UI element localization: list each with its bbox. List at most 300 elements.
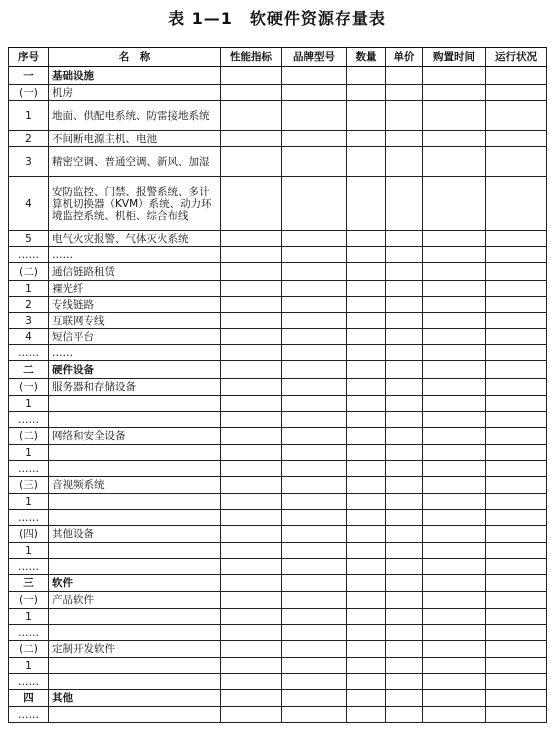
empty-cell xyxy=(486,592,547,609)
empty-cell xyxy=(347,361,386,379)
table-row xyxy=(9,510,547,526)
name-cell xyxy=(49,396,221,412)
empty-cell xyxy=(486,379,547,396)
empty-cell xyxy=(486,641,547,658)
table-body xyxy=(9,67,547,723)
empty-cell xyxy=(347,396,386,412)
empty-cell xyxy=(347,247,386,263)
header-quantity: 数量 xyxy=(347,48,386,67)
empty-cell xyxy=(221,313,282,329)
serial-cell: …… xyxy=(9,674,49,690)
header-row xyxy=(9,48,547,67)
empty-cell xyxy=(221,641,282,658)
empty-cell xyxy=(221,674,282,690)
table-row xyxy=(9,147,547,177)
table-row xyxy=(9,67,547,85)
empty-cell xyxy=(423,592,486,609)
empty-cell xyxy=(282,345,347,361)
empty-cell xyxy=(347,428,386,445)
name-cell xyxy=(49,445,221,461)
table-row xyxy=(9,297,547,313)
name-cell xyxy=(49,412,221,428)
name-cell: 安防监控、门禁、报警系统、多计算机切换器（KVM）系统、动力环境监控系统、机柜、综合布线 xyxy=(49,177,221,231)
serial-cell: 1 xyxy=(9,543,49,559)
table-row xyxy=(9,177,547,231)
empty-cell xyxy=(386,263,423,281)
empty-cell xyxy=(282,609,347,625)
empty-cell xyxy=(221,231,282,247)
name-cell: 定制开发软件 xyxy=(49,641,221,658)
empty-cell xyxy=(386,379,423,396)
serial-cell: 1 xyxy=(9,658,49,674)
empty-cell xyxy=(386,361,423,379)
name-cell: 地面、供配电系统、防雷接地系统 xyxy=(49,101,221,131)
name-cell: 通信链路租赁 xyxy=(49,263,221,281)
empty-cell xyxy=(221,101,282,131)
table-row xyxy=(9,707,547,723)
table-row xyxy=(9,625,547,641)
name-cell: 产品软件 xyxy=(49,592,221,609)
empty-cell xyxy=(423,609,486,625)
empty-cell xyxy=(347,461,386,477)
table-row xyxy=(9,379,547,396)
empty-cell xyxy=(486,177,547,231)
empty-cell xyxy=(423,707,486,723)
table-row xyxy=(9,690,547,707)
empty-cell xyxy=(486,345,547,361)
empty-cell xyxy=(282,494,347,510)
empty-cell xyxy=(347,445,386,461)
empty-cell xyxy=(347,477,386,494)
empty-cell xyxy=(221,361,282,379)
empty-cell xyxy=(221,329,282,345)
empty-cell xyxy=(221,247,282,263)
empty-cell xyxy=(423,297,486,313)
empty-cell xyxy=(423,625,486,641)
empty-cell xyxy=(282,379,347,396)
table-title: 表 1—1 软硬件资源存量表 xyxy=(168,9,386,28)
empty-cell xyxy=(347,625,386,641)
empty-cell xyxy=(386,625,423,641)
empty-cell xyxy=(486,131,547,147)
serial-cell: 4 xyxy=(9,177,49,231)
empty-cell xyxy=(423,543,486,559)
empty-cell xyxy=(282,543,347,559)
empty-cell xyxy=(221,428,282,445)
empty-cell xyxy=(221,707,282,723)
empty-cell xyxy=(282,297,347,313)
empty-cell xyxy=(486,329,547,345)
empty-cell xyxy=(347,263,386,281)
empty-cell xyxy=(423,690,486,707)
name-cell xyxy=(49,494,221,510)
serial-cell: …… xyxy=(9,625,49,641)
empty-cell xyxy=(486,313,547,329)
empty-cell xyxy=(282,477,347,494)
empty-cell xyxy=(282,412,347,428)
empty-cell xyxy=(221,510,282,526)
name-cell: 电气火灾报警、气体灭火系统 xyxy=(49,231,221,247)
name-cell: 服务器和存储设备 xyxy=(49,379,221,396)
empty-cell xyxy=(347,559,386,575)
empty-cell xyxy=(282,559,347,575)
empty-cell xyxy=(423,445,486,461)
empty-cell xyxy=(347,329,386,345)
table-row xyxy=(9,329,547,345)
serial-cell: 1 xyxy=(9,609,49,625)
name-cell xyxy=(49,559,221,575)
empty-cell xyxy=(486,281,547,297)
empty-cell xyxy=(347,147,386,177)
empty-cell xyxy=(347,707,386,723)
empty-cell xyxy=(486,494,547,510)
header-serial: 序号 xyxy=(9,48,49,67)
serial-cell: 二 xyxy=(9,361,49,379)
empty-cell xyxy=(221,281,282,297)
empty-cell xyxy=(282,625,347,641)
serial-cell: 一 xyxy=(9,67,49,85)
empty-cell xyxy=(386,690,423,707)
empty-cell xyxy=(347,131,386,147)
serial-cell: 3 xyxy=(9,147,49,177)
table-row xyxy=(9,131,547,147)
empty-cell xyxy=(486,674,547,690)
empty-cell xyxy=(282,131,347,147)
name-cell xyxy=(49,625,221,641)
name-cell: 软件 xyxy=(49,575,221,592)
empty-cell xyxy=(486,101,547,131)
empty-cell xyxy=(423,477,486,494)
serial-cell: 2 xyxy=(9,297,49,313)
empty-cell xyxy=(386,461,423,477)
empty-cell xyxy=(282,510,347,526)
empty-cell xyxy=(423,361,486,379)
table-row xyxy=(9,575,547,592)
empty-cell xyxy=(386,445,423,461)
serial-cell: 5 xyxy=(9,231,49,247)
empty-cell xyxy=(386,674,423,690)
empty-cell xyxy=(386,609,423,625)
empty-cell xyxy=(486,510,547,526)
name-cell: …… xyxy=(49,247,221,263)
name-cell xyxy=(49,707,221,723)
empty-cell xyxy=(423,131,486,147)
empty-cell xyxy=(486,658,547,674)
empty-cell xyxy=(386,575,423,592)
empty-cell xyxy=(386,313,423,329)
empty-cell xyxy=(423,177,486,231)
name-cell: 互联网专线 xyxy=(49,313,221,329)
empty-cell xyxy=(386,658,423,674)
empty-cell xyxy=(423,510,486,526)
empty-cell xyxy=(486,707,547,723)
empty-cell xyxy=(386,101,423,131)
table-row xyxy=(9,592,547,609)
serial-cell: …… xyxy=(9,412,49,428)
header-performance: 性能指标 xyxy=(221,48,282,67)
empty-cell xyxy=(386,477,423,494)
name-cell: 其他 xyxy=(49,690,221,707)
empty-cell xyxy=(423,575,486,592)
empty-cell xyxy=(486,231,547,247)
name-cell: 机房 xyxy=(49,85,221,101)
table-row xyxy=(9,412,547,428)
empty-cell xyxy=(386,67,423,85)
empty-cell xyxy=(221,412,282,428)
empty-cell xyxy=(221,147,282,177)
serial-cell: (一) xyxy=(9,592,49,609)
empty-cell xyxy=(347,281,386,297)
empty-cell xyxy=(282,147,347,177)
empty-cell xyxy=(386,592,423,609)
empty-cell xyxy=(282,101,347,131)
empty-cell xyxy=(423,412,486,428)
empty-cell xyxy=(347,231,386,247)
empty-cell xyxy=(386,396,423,412)
empty-cell xyxy=(486,445,547,461)
empty-cell xyxy=(386,147,423,177)
header-unit-price: 单价 xyxy=(386,48,423,67)
empty-cell xyxy=(221,477,282,494)
table-row xyxy=(9,345,547,361)
empty-cell xyxy=(221,625,282,641)
empty-cell xyxy=(221,379,282,396)
empty-cell xyxy=(282,313,347,329)
empty-cell xyxy=(423,494,486,510)
serial-cell: 1 xyxy=(9,101,49,131)
empty-cell xyxy=(282,526,347,543)
serial-cell: …… xyxy=(9,707,49,723)
empty-cell xyxy=(347,526,386,543)
empty-cell xyxy=(486,247,547,263)
empty-cell xyxy=(423,658,486,674)
empty-cell xyxy=(221,559,282,575)
empty-cell xyxy=(386,526,423,543)
header-name: 名 称 xyxy=(49,48,221,67)
table-row xyxy=(9,361,547,379)
empty-cell xyxy=(386,281,423,297)
empty-cell xyxy=(386,329,423,345)
empty-cell xyxy=(486,690,547,707)
name-cell: …… xyxy=(49,345,221,361)
empty-cell xyxy=(282,67,347,85)
empty-cell xyxy=(423,231,486,247)
empty-cell xyxy=(347,297,386,313)
empty-cell xyxy=(386,85,423,101)
table-row xyxy=(9,559,547,575)
serial-cell: (二) xyxy=(9,641,49,658)
empty-cell xyxy=(423,641,486,658)
resource-inventory-table xyxy=(8,47,547,723)
table-row xyxy=(9,477,547,494)
empty-cell xyxy=(347,575,386,592)
serial-cell: …… xyxy=(9,510,49,526)
empty-cell xyxy=(347,592,386,609)
serial-cell: 1 xyxy=(9,396,49,412)
serial-cell: 三 xyxy=(9,575,49,592)
table-row xyxy=(9,641,547,658)
name-cell xyxy=(49,510,221,526)
serial-cell: (一) xyxy=(9,379,49,396)
name-cell: 短信平台 xyxy=(49,329,221,345)
empty-cell xyxy=(221,67,282,85)
name-cell xyxy=(49,543,221,559)
empty-cell xyxy=(423,247,486,263)
name-cell: 基础设施 xyxy=(49,67,221,85)
empty-cell xyxy=(486,428,547,445)
empty-cell xyxy=(386,559,423,575)
table-row xyxy=(9,658,547,674)
empty-cell xyxy=(486,575,547,592)
empty-cell xyxy=(423,461,486,477)
empty-cell xyxy=(486,67,547,85)
serial-cell: 2 xyxy=(9,131,49,147)
serial-cell: …… xyxy=(9,345,49,361)
serial-cell: 1 xyxy=(9,494,49,510)
serial-cell: (三) xyxy=(9,477,49,494)
empty-cell xyxy=(282,592,347,609)
name-cell: 精密空调、普通空调、新风、加湿 xyxy=(49,147,221,177)
empty-cell xyxy=(221,396,282,412)
table-row xyxy=(9,313,547,329)
empty-cell xyxy=(486,625,547,641)
empty-cell xyxy=(386,428,423,445)
empty-cell xyxy=(282,361,347,379)
empty-cell xyxy=(347,609,386,625)
empty-cell xyxy=(347,177,386,231)
name-cell xyxy=(49,674,221,690)
empty-cell xyxy=(423,67,486,85)
name-cell xyxy=(49,461,221,477)
empty-cell xyxy=(282,445,347,461)
name-cell xyxy=(49,658,221,674)
empty-cell xyxy=(423,345,486,361)
empty-cell xyxy=(282,658,347,674)
empty-cell xyxy=(423,379,486,396)
empty-cell xyxy=(221,131,282,147)
empty-cell xyxy=(423,428,486,445)
empty-cell xyxy=(423,559,486,575)
header-purchase-date: 购置时间 xyxy=(423,48,486,67)
empty-cell xyxy=(423,85,486,101)
empty-cell xyxy=(486,609,547,625)
header-status: 运行状况 xyxy=(486,48,547,67)
serial-cell: 四 xyxy=(9,690,49,707)
serial-cell: 4 xyxy=(9,329,49,345)
empty-cell xyxy=(386,641,423,658)
table-row xyxy=(9,526,547,543)
table-row xyxy=(9,674,547,690)
empty-cell xyxy=(423,281,486,297)
empty-cell xyxy=(347,67,386,85)
name-cell: 专线链路 xyxy=(49,297,221,313)
empty-cell xyxy=(486,85,547,101)
empty-cell xyxy=(347,674,386,690)
empty-cell xyxy=(221,263,282,281)
empty-cell xyxy=(347,412,386,428)
empty-cell xyxy=(347,101,386,131)
empty-cell xyxy=(486,412,547,428)
empty-cell xyxy=(423,396,486,412)
empty-cell xyxy=(386,177,423,231)
empty-cell xyxy=(347,494,386,510)
empty-cell xyxy=(221,543,282,559)
table-row xyxy=(9,263,547,281)
empty-cell xyxy=(386,345,423,361)
table-row xyxy=(9,461,547,477)
serial-cell: …… xyxy=(9,247,49,263)
empty-cell xyxy=(221,345,282,361)
empty-cell xyxy=(282,281,347,297)
serial-cell: (四) xyxy=(9,526,49,543)
empty-cell xyxy=(282,177,347,231)
empty-cell xyxy=(423,313,486,329)
empty-cell xyxy=(221,526,282,543)
serial-cell: 1 xyxy=(9,445,49,461)
empty-cell xyxy=(486,297,547,313)
empty-cell xyxy=(282,247,347,263)
table-row xyxy=(9,85,547,101)
empty-cell xyxy=(486,147,547,177)
empty-cell xyxy=(423,101,486,131)
empty-cell xyxy=(386,231,423,247)
empty-cell xyxy=(386,510,423,526)
name-cell: 不间断电源主机、电池 xyxy=(49,131,221,147)
name-cell xyxy=(49,609,221,625)
serial-cell: …… xyxy=(9,559,49,575)
table-row xyxy=(9,543,547,559)
empty-cell xyxy=(386,297,423,313)
name-cell: 硬件设备 xyxy=(49,361,221,379)
empty-cell xyxy=(221,177,282,231)
empty-cell xyxy=(423,329,486,345)
empty-cell xyxy=(386,543,423,559)
empty-cell xyxy=(282,707,347,723)
empty-cell xyxy=(221,461,282,477)
empty-cell xyxy=(423,263,486,281)
empty-cell xyxy=(386,494,423,510)
empty-cell xyxy=(282,85,347,101)
empty-cell xyxy=(221,609,282,625)
empty-cell xyxy=(221,690,282,707)
empty-cell xyxy=(347,379,386,396)
empty-cell xyxy=(221,575,282,592)
empty-cell xyxy=(423,147,486,177)
empty-cell xyxy=(282,461,347,477)
empty-cell xyxy=(282,674,347,690)
empty-cell xyxy=(386,131,423,147)
empty-cell xyxy=(282,428,347,445)
serial-cell: …… xyxy=(9,461,49,477)
empty-cell xyxy=(347,690,386,707)
empty-cell xyxy=(423,526,486,543)
name-cell: 网络和安全设备 xyxy=(49,428,221,445)
empty-cell xyxy=(486,543,547,559)
empty-cell xyxy=(282,575,347,592)
empty-cell xyxy=(486,526,547,543)
table-row xyxy=(9,494,547,510)
empty-cell xyxy=(282,329,347,345)
empty-cell xyxy=(221,445,282,461)
table-row xyxy=(9,428,547,445)
empty-cell xyxy=(423,674,486,690)
empty-cell xyxy=(486,263,547,281)
empty-cell xyxy=(221,592,282,609)
empty-cell xyxy=(282,641,347,658)
table-row xyxy=(9,609,547,625)
serial-cell: (二) xyxy=(9,428,49,445)
empty-cell xyxy=(347,313,386,329)
